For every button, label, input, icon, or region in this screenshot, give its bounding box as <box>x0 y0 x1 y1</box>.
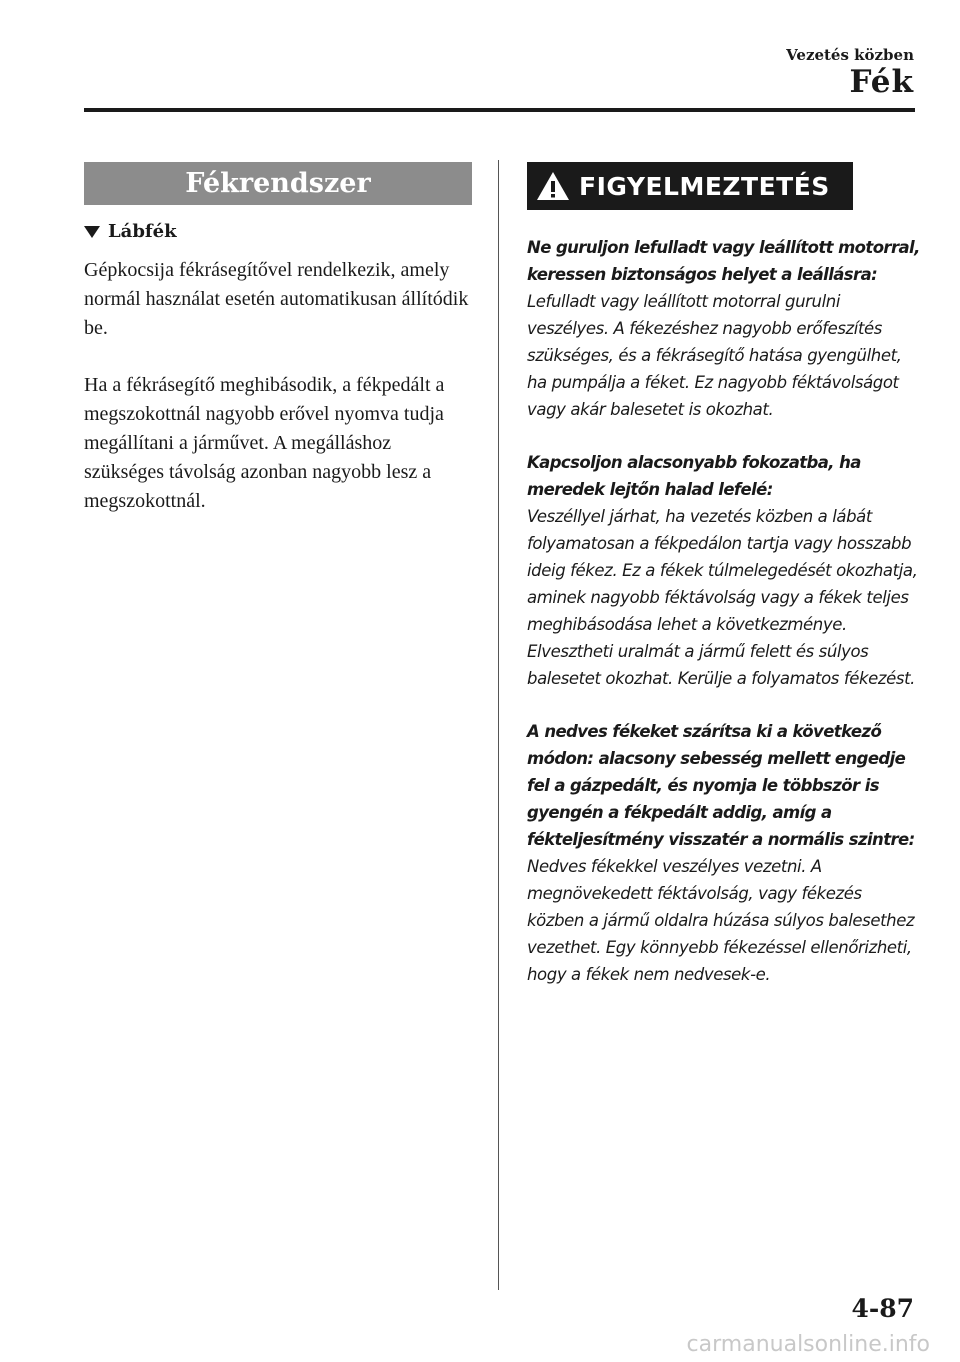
section-banner: Fékrendszer <box>84 162 472 205</box>
chapter-title: Vezetés közben <box>786 46 914 64</box>
watermark: carmanualsonline.info <box>686 1332 930 1357</box>
warning-block <box>527 449 922 692</box>
right-column <box>527 162 922 988</box>
body-paragraph: Ha a fékrásegítő meghibásodik, a fékpedált a megszokottnál nagyobb erővel nyomva tudja megállítani a járművet. A megálláshoz szükséges távolság azonban nagyobb lesz a megszokottnál. <box>84 374 445 512</box>
warning-heading: Kapcsoljon alacsonyabb fokozatba, ha meredek lejtőn halad lefelé: <box>527 453 861 499</box>
warning-banner <box>527 162 853 210</box>
subheading-label: Lábfék <box>108 221 177 242</box>
warning-triangle-icon <box>535 170 571 202</box>
warning-body: Lefulladt vagy leállított motorral gurulni veszélyes. A fékezéshez nagyobb erőfeszítés szükséges, és a fékrásegítő hatása gyengülhet, ha pumpálja a féket. Ez nagyobb féktávolságot vagy akár balesetet is okozhat. <box>527 292 902 419</box>
header-rule <box>84 108 915 112</box>
warning-title: FIGYELMEZTETÉS <box>579 171 830 201</box>
warning-block <box>527 718 922 988</box>
body-paragraph: Gépkocsija fékrásegítővel rendelkezik, amely normál használat esetén automatikusan állítódik be. <box>84 259 469 339</box>
warning-heading: A nedves fékeket szárítsa ki a következő módon: alacsony sebesség mellett engedje fel a gázpedált, és nyomja le többször is gyengén a fékpedált addig, amíg a fékteljesítmény visszatér a normális szintre: <box>527 722 915 849</box>
warning-body: Nedves fékekkel veszélyes vezetni. A megnövekedett féktávolság, vagy fékezés közben a jármű oldalra húzása súlyos balesethez vezethet. Egy könnyebb fékezéssel ellenőrizheti, hogy a fékek nem nedvesek-e. <box>527 857 915 984</box>
warning-heading: Ne guruljon lefulladt vagy leállított motorral, keressen biztonságos helyet a leállásra: <box>527 238 920 284</box>
section-title: Fék <box>849 64 914 100</box>
triangle-down-icon <box>84 226 100 238</box>
left-column <box>84 162 472 516</box>
subheading <box>84 221 472 242</box>
warning-body: Veszéllyel járhat, ha vezetés közben a lábát folyamatosan a fékpedálon tartja vagy hosszabb ideig fékez. Ez a fékek túlmelegedését okozhatja, aminek nagyobb féktávolság vagy a fékek teljes meghibásodása lehet a következménye. Elvesztheti uralmát a jármű felett és súlyos balesetet okozhat. Kerülje a folyamatos fékezést. <box>527 507 918 688</box>
warning-block <box>527 234 922 423</box>
column-divider <box>498 160 499 1290</box>
page-number: 4-87 <box>851 1294 914 1323</box>
